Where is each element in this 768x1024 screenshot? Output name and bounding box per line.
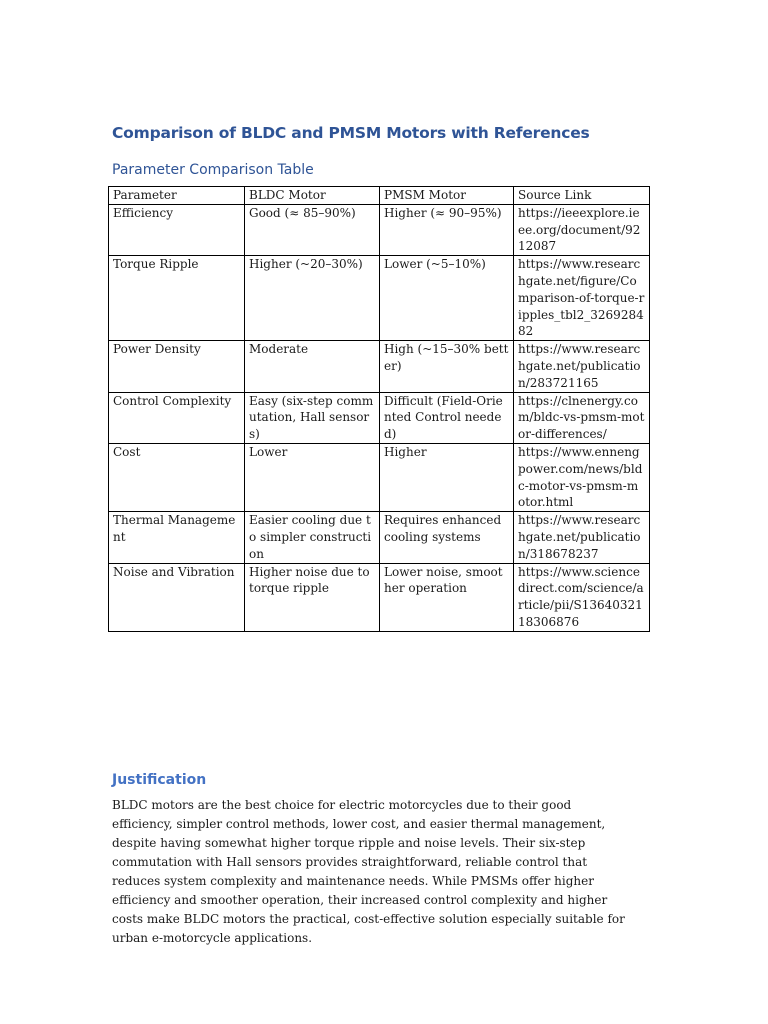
cell-source-link: https://www.researchgate.net/publication/318678237 <box>514 512 650 563</box>
cell-pmsm: Higher (≈ 90–95%) <box>380 204 514 255</box>
table-row <box>109 256 650 341</box>
cell-parameter: Control Complexity <box>109 392 245 443</box>
cell-bldc: Lower <box>245 443 380 511</box>
table-row <box>109 443 650 511</box>
table-row <box>109 392 650 443</box>
header-source-link: Source Link <box>514 187 650 205</box>
justification-heading: Justification <box>112 772 207 788</box>
cell-pmsm: High (~15–30% better) <box>380 341 514 392</box>
cell-parameter: Torque Ripple <box>109 256 245 341</box>
cell-pmsm: Lower noise, smoother operation <box>380 563 514 631</box>
table-row <box>109 512 650 563</box>
header-bldc-motor: BLDC Motor <box>245 187 380 205</box>
cell-source-link: https://www.researchgate.net/figure/Comparison-of-torque-ripples_tbl2_326928482 <box>514 256 650 341</box>
cell-bldc: Easier cooling due to simpler construction <box>245 512 380 563</box>
table-row <box>109 204 650 255</box>
cell-source-link: https://www.ennengpower.com/news/bldc-motor-vs-pmsm-motor.html <box>514 443 650 511</box>
cell-pmsm: Difficult (Field-Oriented Control needed) <box>380 392 514 443</box>
cell-parameter: Cost <box>109 443 245 511</box>
cell-parameter: Noise and Vibration <box>109 563 245 631</box>
table-header-row <box>109 187 650 205</box>
cell-pmsm: Higher <box>380 443 514 511</box>
cell-parameter: Power Density <box>109 341 245 392</box>
cell-bldc: Higher noise due to torque ripple <box>245 563 380 631</box>
header-pmsm-motor: PMSM Motor <box>380 187 514 205</box>
table-heading: Parameter Comparison Table <box>112 162 314 178</box>
cell-bldc: Moderate <box>245 341 380 392</box>
justification-paragraph: BLDC motors are the best choice for electric motorcycles due to their good efficiency, simpler control methods, lower cost, and easier thermal management, despite having somewhat higher torque ripple and noise levels. Their six-step commutation with Hall sensors provides straightforward, reliable control that reduces system complexity and maintenance needs. While PMSMs offer higher efficiency and smoother operation, their increased control complexity and higher costs make BLDC motors the practical, cost-effective solution especially suitable for urban e-motorcycle applications. <box>112 798 625 945</box>
cell-source-link: https://ieeexplore.ieee.org/document/9212087 <box>514 204 650 255</box>
cell-parameter: Efficiency <box>109 204 245 255</box>
cell-pmsm: Lower (~5–10%) <box>380 256 514 341</box>
cell-parameter: Thermal Management <box>109 512 245 563</box>
comparison-table <box>108 186 650 632</box>
header-parameter: Parameter <box>109 187 245 205</box>
cell-source-link: https://www.sciencedirect.com/science/article/pii/S1364032118306876 <box>514 563 650 631</box>
document-title: Comparison of BLDC and PMSM Motors with References <box>112 124 590 142</box>
cell-source-link: https://clnenergy.com/bldc-vs-pmsm-motor-differences/ <box>514 392 650 443</box>
cell-bldc: Good (≈ 85–90%) <box>245 204 380 255</box>
cell-pmsm: Requires enhanced cooling systems <box>380 512 514 563</box>
cell-source-link: https://www.researchgate.net/publication/283721165 <box>514 341 650 392</box>
table-row <box>109 341 650 392</box>
cell-bldc: Higher (~20–30%) <box>245 256 380 341</box>
table-row <box>109 563 650 631</box>
cell-bldc: Easy (six-step commutation, Hall sensors) <box>245 392 380 443</box>
